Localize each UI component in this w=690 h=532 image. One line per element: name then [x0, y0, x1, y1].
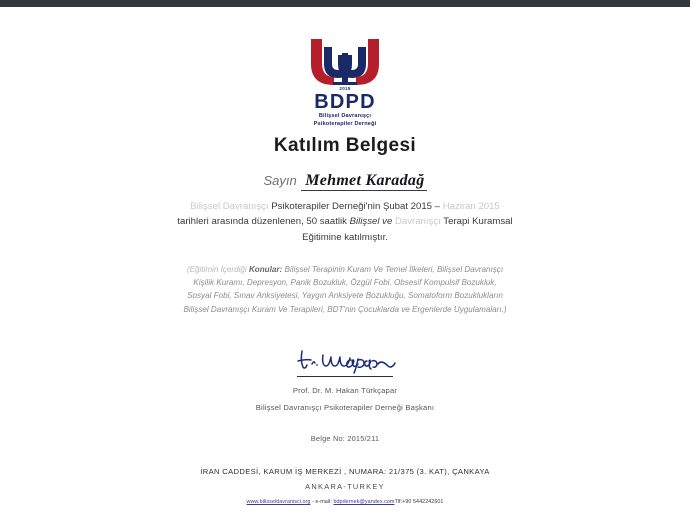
logo-year: 2015 — [339, 86, 351, 91]
footer-contact-line — [0, 499, 690, 505]
certificate-page — [0, 7, 690, 532]
recipient-name: Mehmet Karadağ — [301, 172, 426, 191]
body-line2-italic: Bilişsel ve — [349, 216, 393, 228]
content-list-lead: (Eğitimin İçerdiği — [186, 265, 249, 274]
body-line2-rest: tarihleri arasında düzenlenen, 50 saatlik — [177, 216, 350, 228]
certificate-title: Katılım Belgesi — [273, 135, 417, 156]
body-line3-rest: Terapi Kuramsal Eğitimine katılmıştır. — [302, 216, 513, 243]
logo-acronym: BDPD — [314, 91, 376, 113]
body-line1-faded: Bilişsel Davranışçı — [190, 201, 269, 212]
course-content-list — [182, 263, 508, 316]
window-chrome-bar — [0, 0, 690, 7]
logo-subtitle-line2: Psikoterapiler Derneği — [313, 120, 377, 127]
footer-city: ANKARA-TURKEY — [305, 482, 385, 491]
footer-separator: - e-mail: — [310, 499, 334, 505]
certificate-body-text — [175, 199, 515, 245]
website-link[interactable]: www.bilisseldavranisci.org — [246, 499, 311, 505]
content-list-text: Bilişsel Terapinin Kuram Ve Temel İlkeleri, Bilişsel Davranışçı Kişilik Kuramı, Depresyon, Panik Bozukluk, Özgül Fobi, Obsesif Kompulsif Bozukluk, Sosyal Fobi, Sınav Anksiyetesi, Yaygın Anksiyete Bozukluğu, Somatoform Bozuklukların Bilişsel Davranışçı Kuram Ve Terapileri, BDT'nin Çocuklarda ve Ergenlerde Uygulamaları.) — [183, 265, 507, 314]
body-line2-faded: Haziran 2015 — [442, 201, 500, 212]
recipient-salutation: Sayın — [263, 173, 297, 188]
footer-phone: Tlf:+90 5442242601 — [394, 499, 444, 505]
recipient-line — [0, 172, 690, 190]
body-line1-rest: Psikoterapiler Derneği'nin Şubat 2015 – — [268, 201, 441, 212]
footer-address: İRAN CADDESİ, KARUM İŞ MERKEZİ , NUMARA: 21/375 (3. KAT), ÇANKAYA — [200, 467, 490, 476]
signer-role: Bilişsel Davranışçı Psikoterapiler Derneği Başkanı — [255, 403, 435, 412]
content-list-lead-bold: Konular: — [248, 265, 283, 274]
body-line3-faded: Davranışçı — [394, 216, 441, 228]
handwritten-signature — [290, 347, 400, 377]
signer-name: Prof. Dr. M. Hakan Türkçapar — [292, 386, 398, 395]
signature-block — [0, 347, 690, 412]
organization-logo — [0, 33, 690, 127]
footer-block — [0, 467, 690, 505]
logo-subtitle-line1: Bilişsel Davranışçı — [318, 113, 372, 119]
signature-underline — [297, 376, 393, 377]
email-link[interactable]: bdpdernek@yandex.com — [333, 499, 395, 505]
document-number: Belge No: 2015/211 — [310, 434, 380, 443]
